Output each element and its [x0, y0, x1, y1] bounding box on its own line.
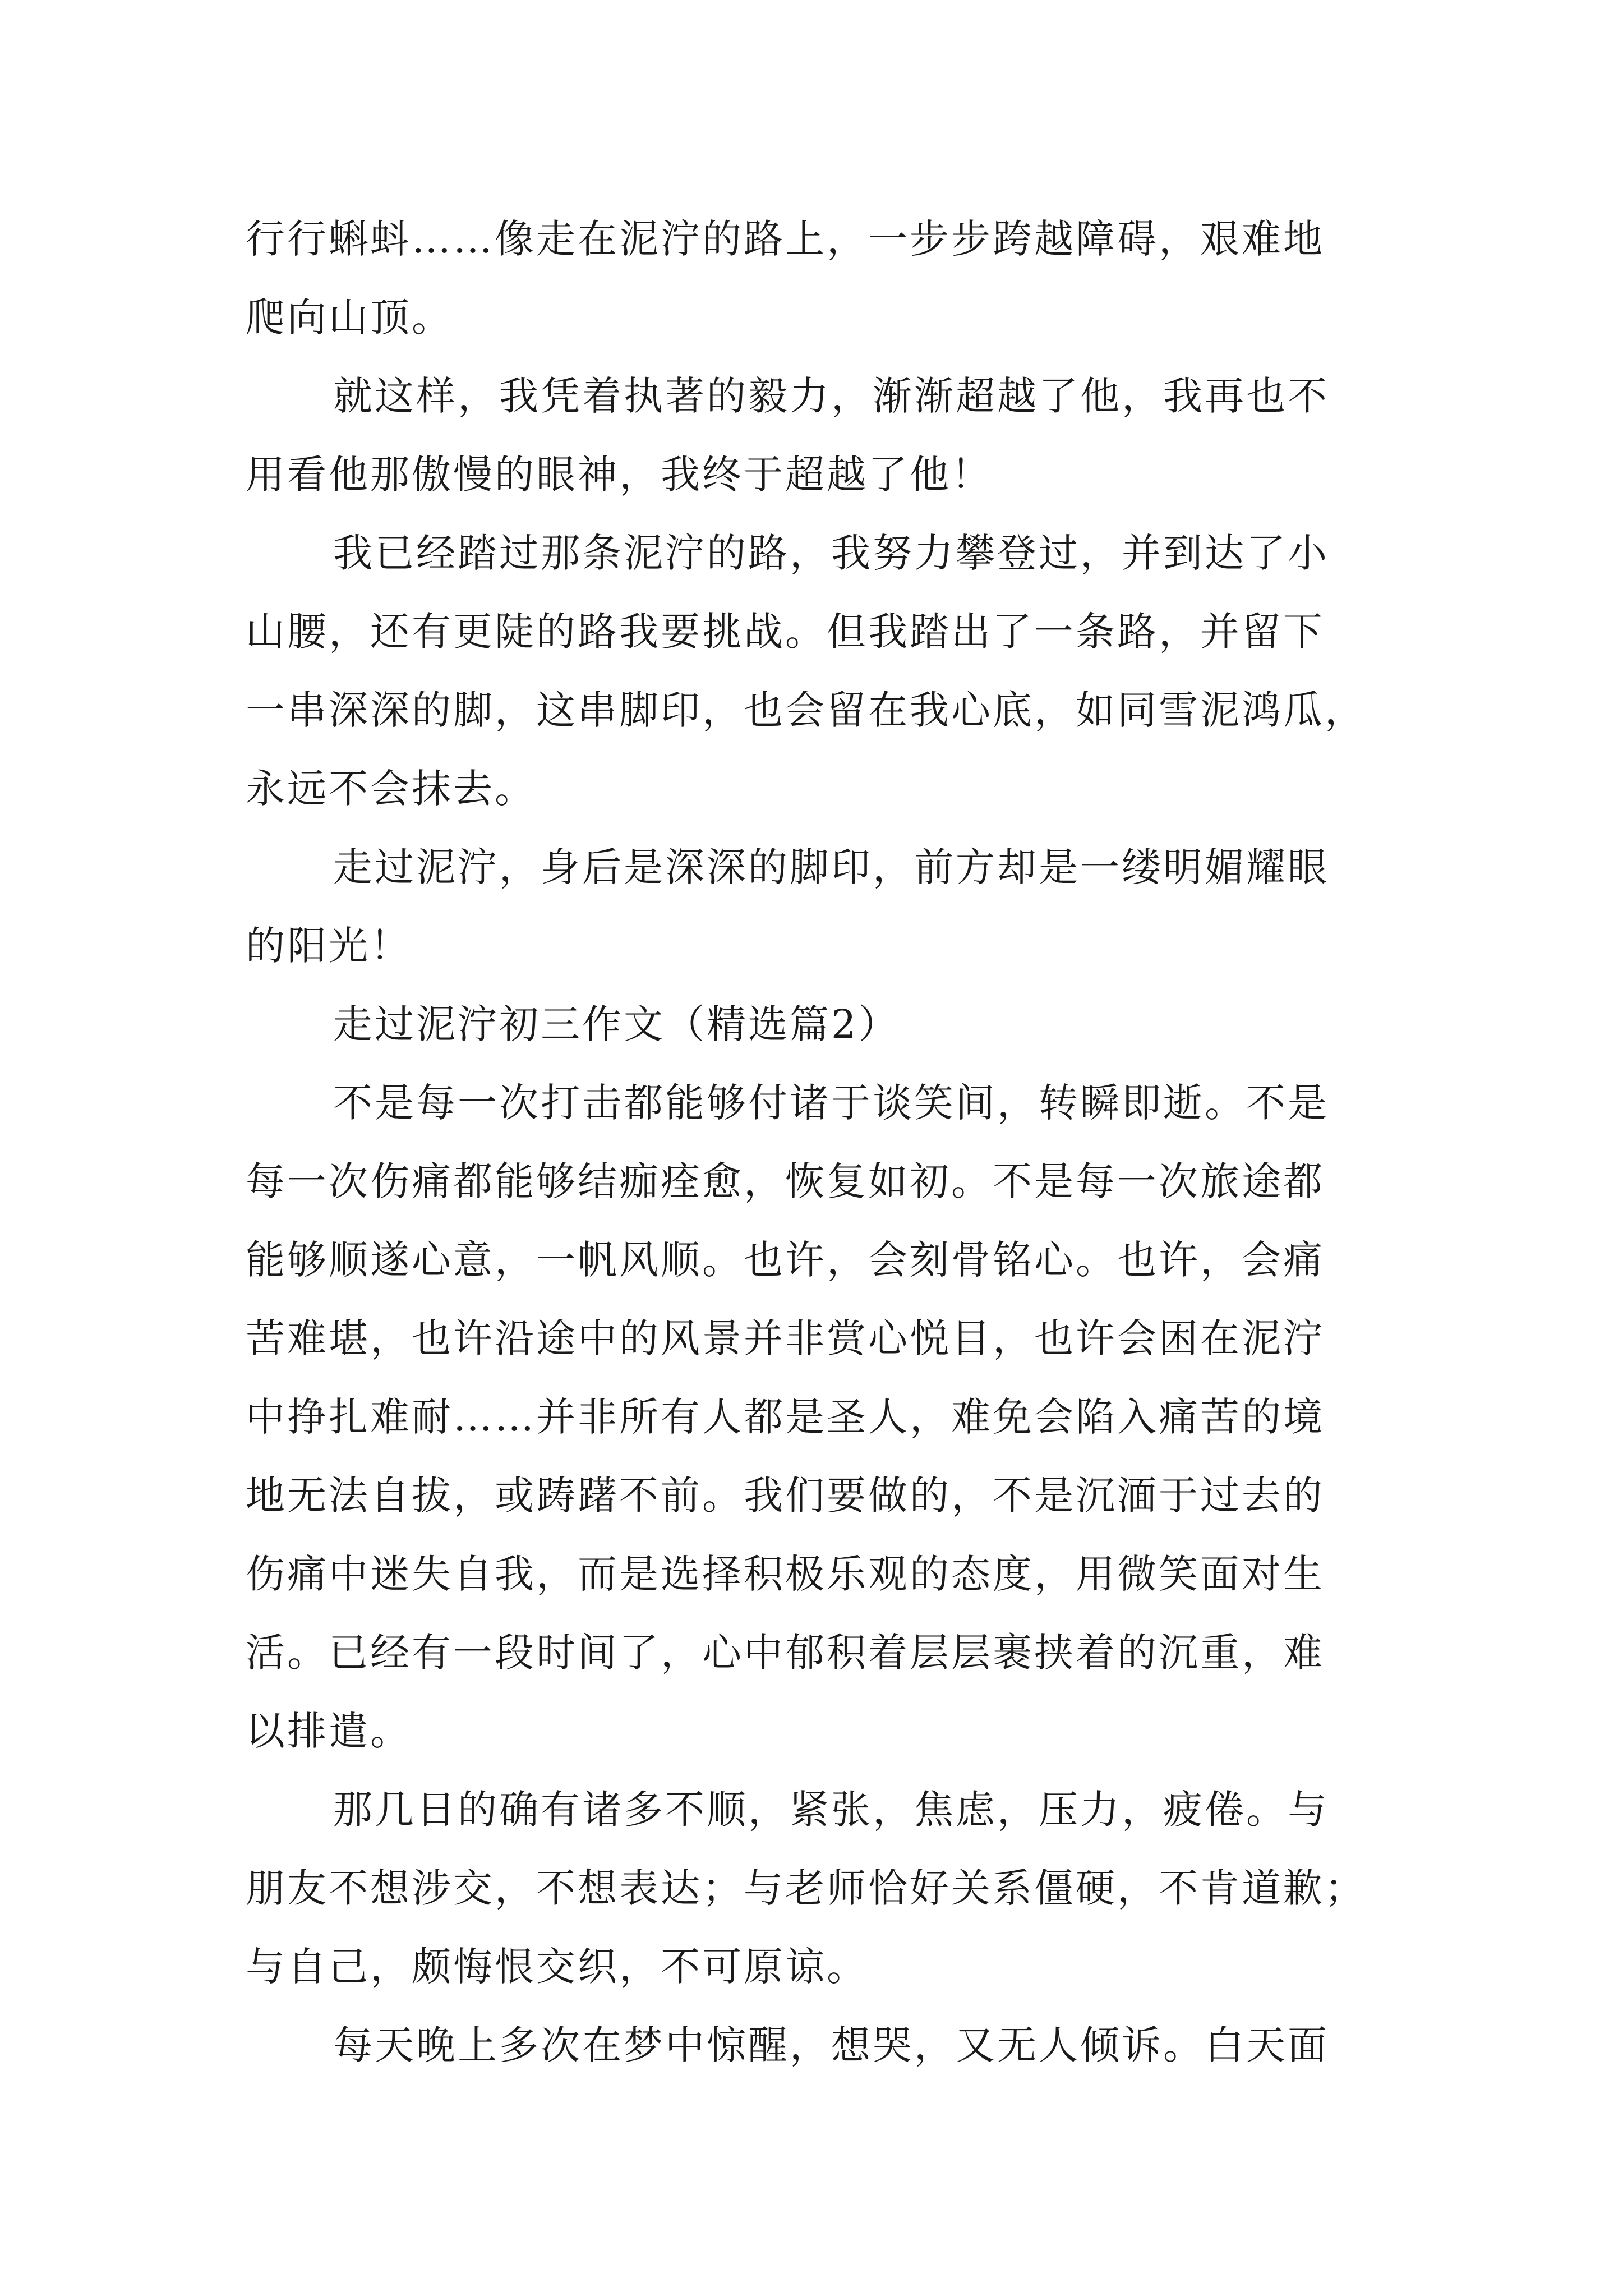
text-line: 朋友不想涉交，不想表达；与老师恰好关系僵硬，不肯道歉；: [246, 1865, 1366, 1911]
text-line: 山腰，还有更陡的路我要挑战。但我踏出了一条路，并留下: [246, 609, 1325, 655]
text-line: 我已经踏过那条泥泞的路，我努力攀登过，并到达了小: [333, 530, 1329, 576]
text-line: 那几日的确有诸多不顺，紧张，焦虑，压力，疲倦。与: [333, 1787, 1329, 1833]
text-line: 每天晚上多次在梦中惊醒，想哭，又无人倾诉。白天面: [333, 2022, 1329, 2068]
text-line: 能够顺遂心意，一帆风顺。也许，会刻骨铭心。也许，会痛: [246, 1237, 1325, 1283]
text-line: 爬向山顶。: [246, 295, 453, 341]
text-line: 地无法自拔，或踌躇不前。我们要做的，不是沉湎于过去的: [246, 1473, 1325, 1519]
text-line: 苦难堪，也许沿途中的风景并非赏心悦目，也许会困在泥泞: [246, 1315, 1325, 1361]
text-line: 用看他那傲慢的眼神，我终于超越了他！: [246, 452, 993, 498]
text-line: 永远不会抹去。: [246, 766, 536, 812]
text-line: 伤痛中迷失自我，而是选择积极乐观的态度，用微笑面对生: [246, 1551, 1325, 1597]
text-line: 与自己，颇悔恨交织，不可原谅。: [246, 1944, 868, 1990]
text-line: 每一次伤痛都能够结痂痊愈，恢复如初。不是每一次旅途都: [246, 1158, 1325, 1204]
text-line: 的阳光！: [246, 923, 412, 969]
text-line: 一串深深的脚，这串脚印，也会留在我心底，如同雪泥鸿瓜，: [246, 687, 1366, 733]
text-line: 中挣扎难耐……并非所有人都是圣人，难免会陷入痛苦的境: [246, 1394, 1325, 1440]
text-line: 以排遣。: [246, 1708, 412, 1754]
text-line: 就这样，我凭着执著的毅力，渐渐超越了他，我再也不: [333, 373, 1329, 419]
text-line: 不是每一次打击都能够付诸于谈笑间，转瞬即逝。不是: [333, 1080, 1329, 1126]
text-line: 行行蝌蚪……像走在泥泞的路上，一步步跨越障碍，艰难地: [246, 216, 1325, 262]
text-line: 走过泥泞，身后是深深的脚印，前方却是一缕明媚耀眼: [333, 844, 1329, 890]
essay-text: [246, 200, 1395, 2085]
text-line: 走过泥泞初三作文（精选篇2）: [333, 1001, 900, 1047]
text-line: 活。已经有一段时间了，心中郁积着层层裹挟着的沉重，难: [246, 1630, 1325, 1676]
